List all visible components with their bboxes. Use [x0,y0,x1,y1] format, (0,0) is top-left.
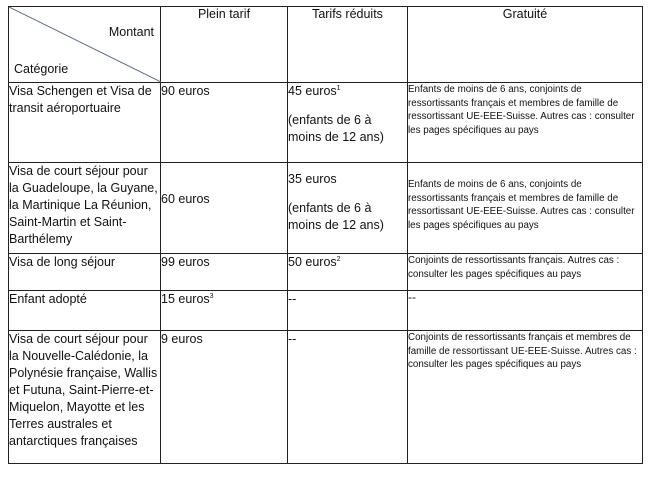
category-cell: Visa de court séjour pour la Nouvelle-Calédonie, la Polynésie française, Wallis et Futuna, Saint-Pierre-et-Miquelon, Mayotte et les Terres australes et antarctiques françaises [9,331,161,464]
header-diagonal-cell [9,7,161,83]
footnote-ref: 2 [336,255,341,263]
tarif-reduit-cell [288,254,408,291]
header-categorie: Catégorie [14,62,69,76]
table-row [9,254,643,291]
gratuite-cell: Enfants de moins de 6 ans, conjoints de ressortissants français et membres de famille de ressortissant UE-EEE-Suisse. Autres cas : consulter les pages spécifiques au pays [408,163,643,254]
category-cell: Enfant adopté [9,291,161,331]
table-row [9,163,643,254]
tarif-reduit-cell [288,163,408,254]
gratuite-cell: -- [408,291,643,331]
plein-tarif-cell [161,291,288,331]
plein-tarif-cell: 99 euros [161,254,288,291]
reduit-value: 50 euros [288,255,337,269]
plein-tarif-cell: 90 euros [161,83,288,163]
gratuite-cell: Conjoints de ressortissants français et membres de famille de ressortissant UE-EEE-Suisse. Autres cas : consulter les pages spécifiques au pays [408,331,643,464]
header-montant: Montant [108,25,154,39]
footnote-ref: 1 [336,84,341,92]
tarif-reduit-cell: -- [288,331,408,464]
header-plein-tarif: Plein tarif [161,7,288,83]
category-cell: Visa Schengen et Visa de transit aéroportuaire [9,83,161,163]
reduit-value: 45 euros [288,84,337,98]
category-cell: Visa de court séjour pour la Guadeloupe, la Guyane, la Martinique La Réunion, Saint-Martin et Saint-Barthélemy [9,163,161,254]
category-cell: Visa de long séjour [9,254,161,291]
tarif-reduit-cell: -- [288,291,408,331]
header-gratuite: Gratuité [408,7,643,83]
reduit-value: 35 euros [288,172,337,186]
reduit-note: (enfants de 6 à moins de 12 ans) [288,201,384,232]
header-tarifs-reduits: Tarifs réduits [288,7,408,83]
table-row [9,291,643,331]
tarif-reduit-cell [288,83,408,163]
footnote-ref: 3 [209,292,214,300]
plein-tarif-cell: 60 euros [161,163,288,254]
plein-value: 15 euros [161,292,210,306]
visa-fees-table [8,6,643,464]
header-row [9,7,643,83]
plein-tarif-cell: 9 euros [161,331,288,464]
gratuite-cell: Enfants de moins de 6 ans, conjoints de ressortissants français et membres de famille de ressortissant UE-EEE-Suisse. Autres cas : consulter les pages spécifiques au pays [408,83,643,163]
reduit-note: (enfants de 6 à moins de 12 ans) [288,113,384,144]
table-row [9,331,643,464]
table-row [9,83,643,163]
gratuite-cell: Conjoints de ressortissants français. Autres cas : consulter les pages spécifiques au pays [408,254,643,291]
